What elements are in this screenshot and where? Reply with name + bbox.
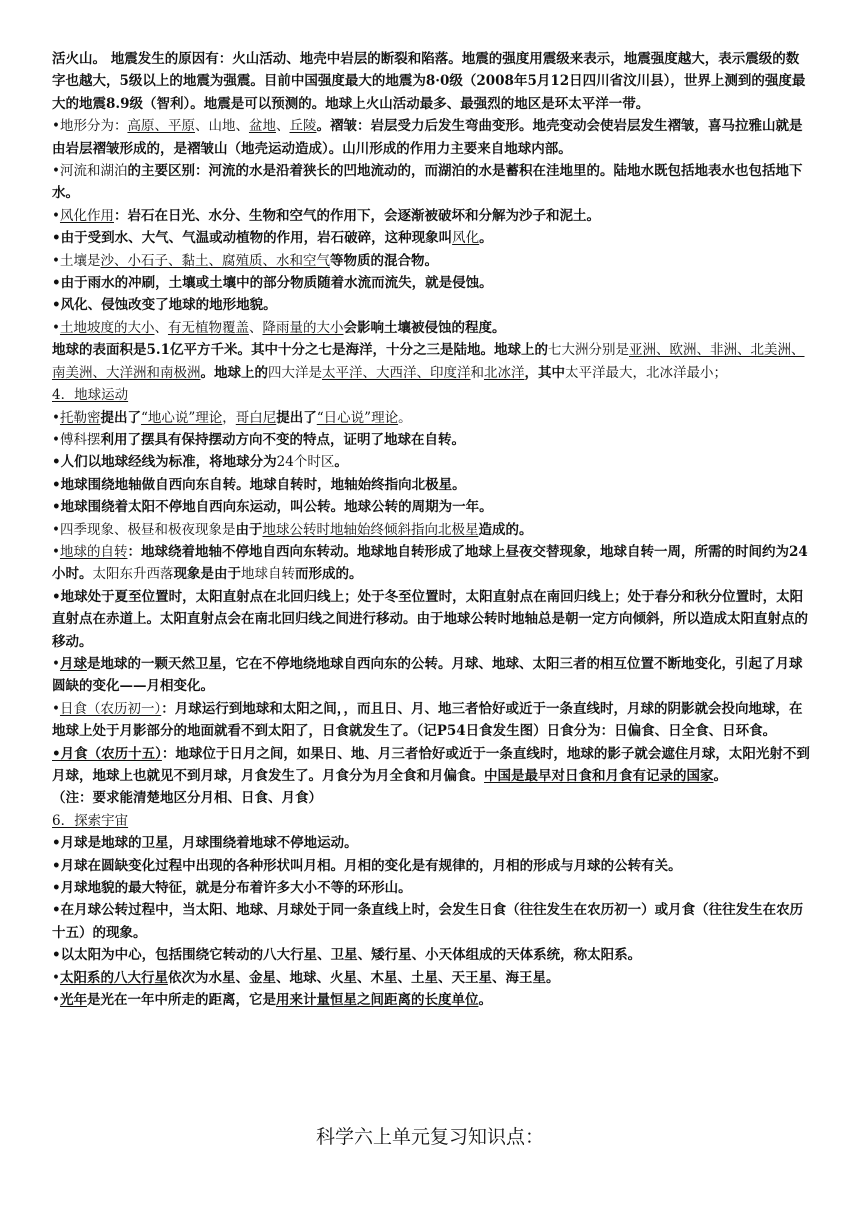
text-run: •地球围绕地轴做自西向东自转。地球自转时，地轴始终指向北极星。 (52, 476, 466, 493)
text-run: 太阳东升西落 (92, 566, 174, 583)
text-run: •在月球公转过程中，当太阳、地球、月球处于同一条直线上时，会发生日食（往往发生在农历初一）或月食（往往发生在农历十五）的现象。 (52, 902, 804, 941)
text-run: 太平洋、大西洋、印度洋 (322, 364, 471, 381)
text-run: 傅科摆 (59, 431, 101, 448)
text-run: 地球的自转 (59, 543, 128, 560)
text-run: 降雨量的大小 (262, 319, 344, 336)
text-run: •风化、侵蚀改变了地球的地形地貌。 (52, 297, 277, 314)
paragraph (52, 160, 812, 205)
text-run: 和 (470, 364, 484, 381)
text-run: 造成的。 (478, 521, 533, 538)
text-run: •以太阳为中心，包括围绕它转动的八大行星、卫星、矮行星、小天体组成的天体系统，称太阳系。 (52, 947, 642, 964)
text-run: 地球公转时地轴始终倾斜指向北极星 (262, 521, 479, 538)
text-run: 中国是最早对日食和月食有记录的国家 (484, 768, 714, 784)
text-run: •月球地貌的最大特征，就是分布着许多大小不等的环形山。 (52, 880, 412, 897)
text-run: 四大洋是 (268, 364, 322, 381)
paragraph (52, 787, 812, 809)
paragraph (52, 317, 812, 339)
paragraph (52, 519, 812, 541)
text-run: ，其中 (524, 364, 565, 381)
text-run: • (52, 543, 60, 560)
paragraph (52, 48, 812, 115)
paragraph (52, 877, 812, 899)
text-run: 风化作用 (59, 207, 114, 224)
text-run: 提出了 (276, 409, 317, 426)
paragraph (52, 451, 812, 473)
paragraph (52, 810, 812, 832)
text-run: 北冰洋 (484, 364, 525, 381)
text-run: 、 (248, 319, 263, 336)
text-run: 的主要区别：河流的水是沿着狭长的凹地流动的，而湖泊的水是蓄积在洼地里的。陆地水既包括地表水也包括地下水。 (52, 163, 803, 202)
text-run: 风化 (452, 230, 480, 247)
text-run: 。 (479, 230, 493, 247)
text-run: • (52, 409, 60, 426)
text-run: • (52, 655, 60, 672)
text-run: • (52, 969, 60, 986)
text-run: 6．探索宇宙 (52, 812, 129, 829)
paragraph (52, 899, 812, 944)
text-run: 托勒密 (59, 409, 101, 426)
text-run: •土壤是 (52, 252, 101, 269)
paragraph (52, 944, 812, 966)
paragraph (52, 429, 812, 451)
text-run: 、山地、 (194, 118, 249, 135)
text-run: 。 (713, 768, 727, 784)
text-run: • (52, 700, 60, 717)
text-run: •河流和湖泊 (52, 163, 128, 180)
text-run: 有无植物覆盖 (167, 319, 249, 336)
paragraph (52, 407, 812, 429)
text-run: 。 (478, 992, 492, 1009)
text-run: 现象是由于 (173, 566, 241, 583)
text-run: 。 (334, 454, 348, 471)
text-run: ， (222, 409, 236, 426)
text-run: 高原、平原 (127, 118, 195, 135)
text-run: 土地坡度的大小 (59, 319, 155, 336)
paragraph (52, 474, 812, 496)
paragraph (52, 698, 812, 743)
paragraph (52, 115, 812, 160)
paragraph (52, 541, 812, 586)
text-run: 。 (398, 409, 412, 426)
text-run: ：月球运行到地球和太阳之间，，而且日、月、地三者恰好或近于一条直线时，月球的阴影就会投向地球，在地球上处于月影部分的地面就看不到太阳了，日食就发生了。（记P54日食发生图）日食分为：日偏食、日全食、日环食。 (52, 700, 803, 740)
text-run: 、 (275, 118, 290, 135)
text-run: •人们以地球经线为标准，将地球分为 (52, 454, 277, 471)
text-run: •地球处于夏至位置时，太阳直射点在北回归线上；处于冬至位置时，太阳直射点在南回归线上；处于春分和秋分位置时，太阳直射点在赤道上。太阳直射点会在南北回归线之间进行移动。由于地球公转时地轴总是朝一定方向倾斜，所以造成太阳直射点的移动。 (52, 588, 808, 650)
text-run: 地球自转 (241, 566, 295, 583)
text-run: 丘陵 (289, 118, 317, 135)
footer-heading: 科学六上单元复习知识点： (315, 1126, 544, 1148)
text-run: •四季现象、极昼和极夜现象是 (52, 521, 236, 538)
paragraph (52, 205, 812, 227)
text-run: 是地球的一颗天然卫星，它在不停地绕地球自西向东的公转。月球、地球、太阳三者的相互位置不断地变化，引起了月球圆缺的变化——月相变化。 (52, 655, 803, 695)
paragraph (52, 272, 812, 294)
text-run: ：地球绕着地轴不停地自西向东转动。地球地自转形成了地球上昼夜交替现象，地球自转一周，所需的时间约为24小时。 (52, 543, 808, 583)
paragraph (52, 653, 812, 698)
text-run: （注：要求能清楚地区分月相、日食、月食） (52, 790, 322, 807)
text-run: • (52, 431, 60, 448)
paragraph (52, 832, 812, 854)
text-run: 24个时区 (276, 454, 335, 471)
text-run: 盆地 (248, 118, 276, 135)
text-run: 日食（农历初一） (59, 700, 162, 717)
text-run: 等物质的混合物。 (329, 252, 438, 269)
text-run: 会影响土壤被侵蚀的程度。 (343, 319, 506, 336)
text-run: •地球围绕着太阳不停地自西向东运动，叫公转。地球公转的周期为一年。 (52, 499, 493, 516)
paragraph (52, 586, 812, 653)
paragraph (52, 989, 812, 1011)
paragraph (52, 227, 812, 249)
text-run: •月食（农历十五） (52, 745, 162, 762)
text-run: ：地球位于日月之间，如果日、地、月三者恰好或近于一条直线时，地球的影子就会遮住月球，太阳光射不到月球，地球上也就见不到月球，月食发生了。月食分为月全食和月偏食。 (52, 745, 810, 784)
text-run: “地心说”理论 (140, 409, 223, 426)
text-run: •月球是地球的卫星，月球围绕着地球不停地运动。 (52, 835, 358, 852)
text-run: 月球 (59, 655, 87, 672)
text-run: • (52, 992, 60, 1009)
paragraph (52, 339, 812, 384)
text-run: 地球的表面积是5.1亿平方千米。其中十分之七是海洋，十分之三是陆地。地球上的 (52, 342, 548, 359)
text-run: 。地球上的 (200, 364, 268, 381)
text-run: 。褶皱：岩层受力后发生弯曲变形。地壳变动会使岩层发生褶皱，喜马拉雅山就是由岩层褶皱形成的，是褶皱山（地壳运动造成）。山川形成的作用力主要来自地球内部。 (52, 118, 803, 157)
text-run: 4．地球运动 (52, 387, 129, 404)
text-run: 沙、小石子、黏土、腐殖质、水和空气 (100, 252, 330, 269)
text-run: 活火山。 地震发生的原因有：火山活动、地壳中岩层的断裂和陷落。地震的强度用震级来表示，地震强度越大，表示震级的数字也越大，5级以上的地震为强震。目前中国强度最大的地震为8·0级（2008年5月12日四川省汶川县），世界上测到的强度最大的地震8.9级（智利）。地震是可以预测的。地球上火山活动最多、最强烈的地区是环太平洋一带。 (52, 51, 806, 112)
text-run: •地形分为： (52, 118, 128, 135)
paragraph (52, 250, 812, 272)
paragraph (52, 384, 812, 406)
text-run: 依次为水星、金星、地球、火星、木星、土星、天王星、海王星。 (167, 969, 560, 986)
text-run: 太平洋最大，北冰洋最小； (565, 364, 727, 381)
paragraph (52, 496, 812, 518)
text-run: • (52, 319, 60, 336)
text-run: 利用了摆具有保持摆动方向不变的特点，证明了地球在自转。 (100, 431, 465, 448)
text-run: 用来计量恒星之间距离的长度单位 (275, 992, 479, 1009)
text-run: 、 (154, 319, 168, 336)
paragraph (52, 855, 812, 877)
text-run: • (52, 207, 60, 224)
text-run: 而形成的。 (295, 566, 363, 583)
text-run: 七大洲分别是 (548, 342, 629, 359)
text-run: •月球在圆缺变化过程中出现的各种形状叫月相。月相的变化是有规律的，月相的形成与月球的公转有关。 (52, 857, 682, 874)
text-run: 光年 (59, 992, 87, 1009)
text-run: 太阳系的八大行星 (59, 969, 168, 986)
document-body (52, 48, 812, 1011)
text-run: ：岩石在日光、水分、生物和空气的作用下，会逐渐被破坏和分解为沙子和泥土。 (113, 207, 600, 224)
text-run: 哥白尼 (235, 409, 277, 426)
paragraph (52, 294, 812, 316)
text-run: 提出了 (100, 409, 141, 426)
paragraph (52, 743, 812, 788)
text-run: “日心说”理论 (316, 409, 399, 426)
text-run: 亚洲、欧洲、非洲、北美洲、南美洲、大洋洲和南极洲 (52, 342, 805, 381)
paragraph (52, 967, 812, 989)
text-run: 由于 (235, 521, 263, 538)
text-run: 是光在一年中所走的距离，它是 (86, 992, 276, 1009)
text-run: •由于受到水、大气、气温或动植物的作用，岩石破碎，这种现象叫 (52, 230, 453, 247)
text-run: •由于雨水的冲刷，土壤或土壤中的部分物质随着水流而流失，就是侵蚀。 (52, 275, 493, 292)
